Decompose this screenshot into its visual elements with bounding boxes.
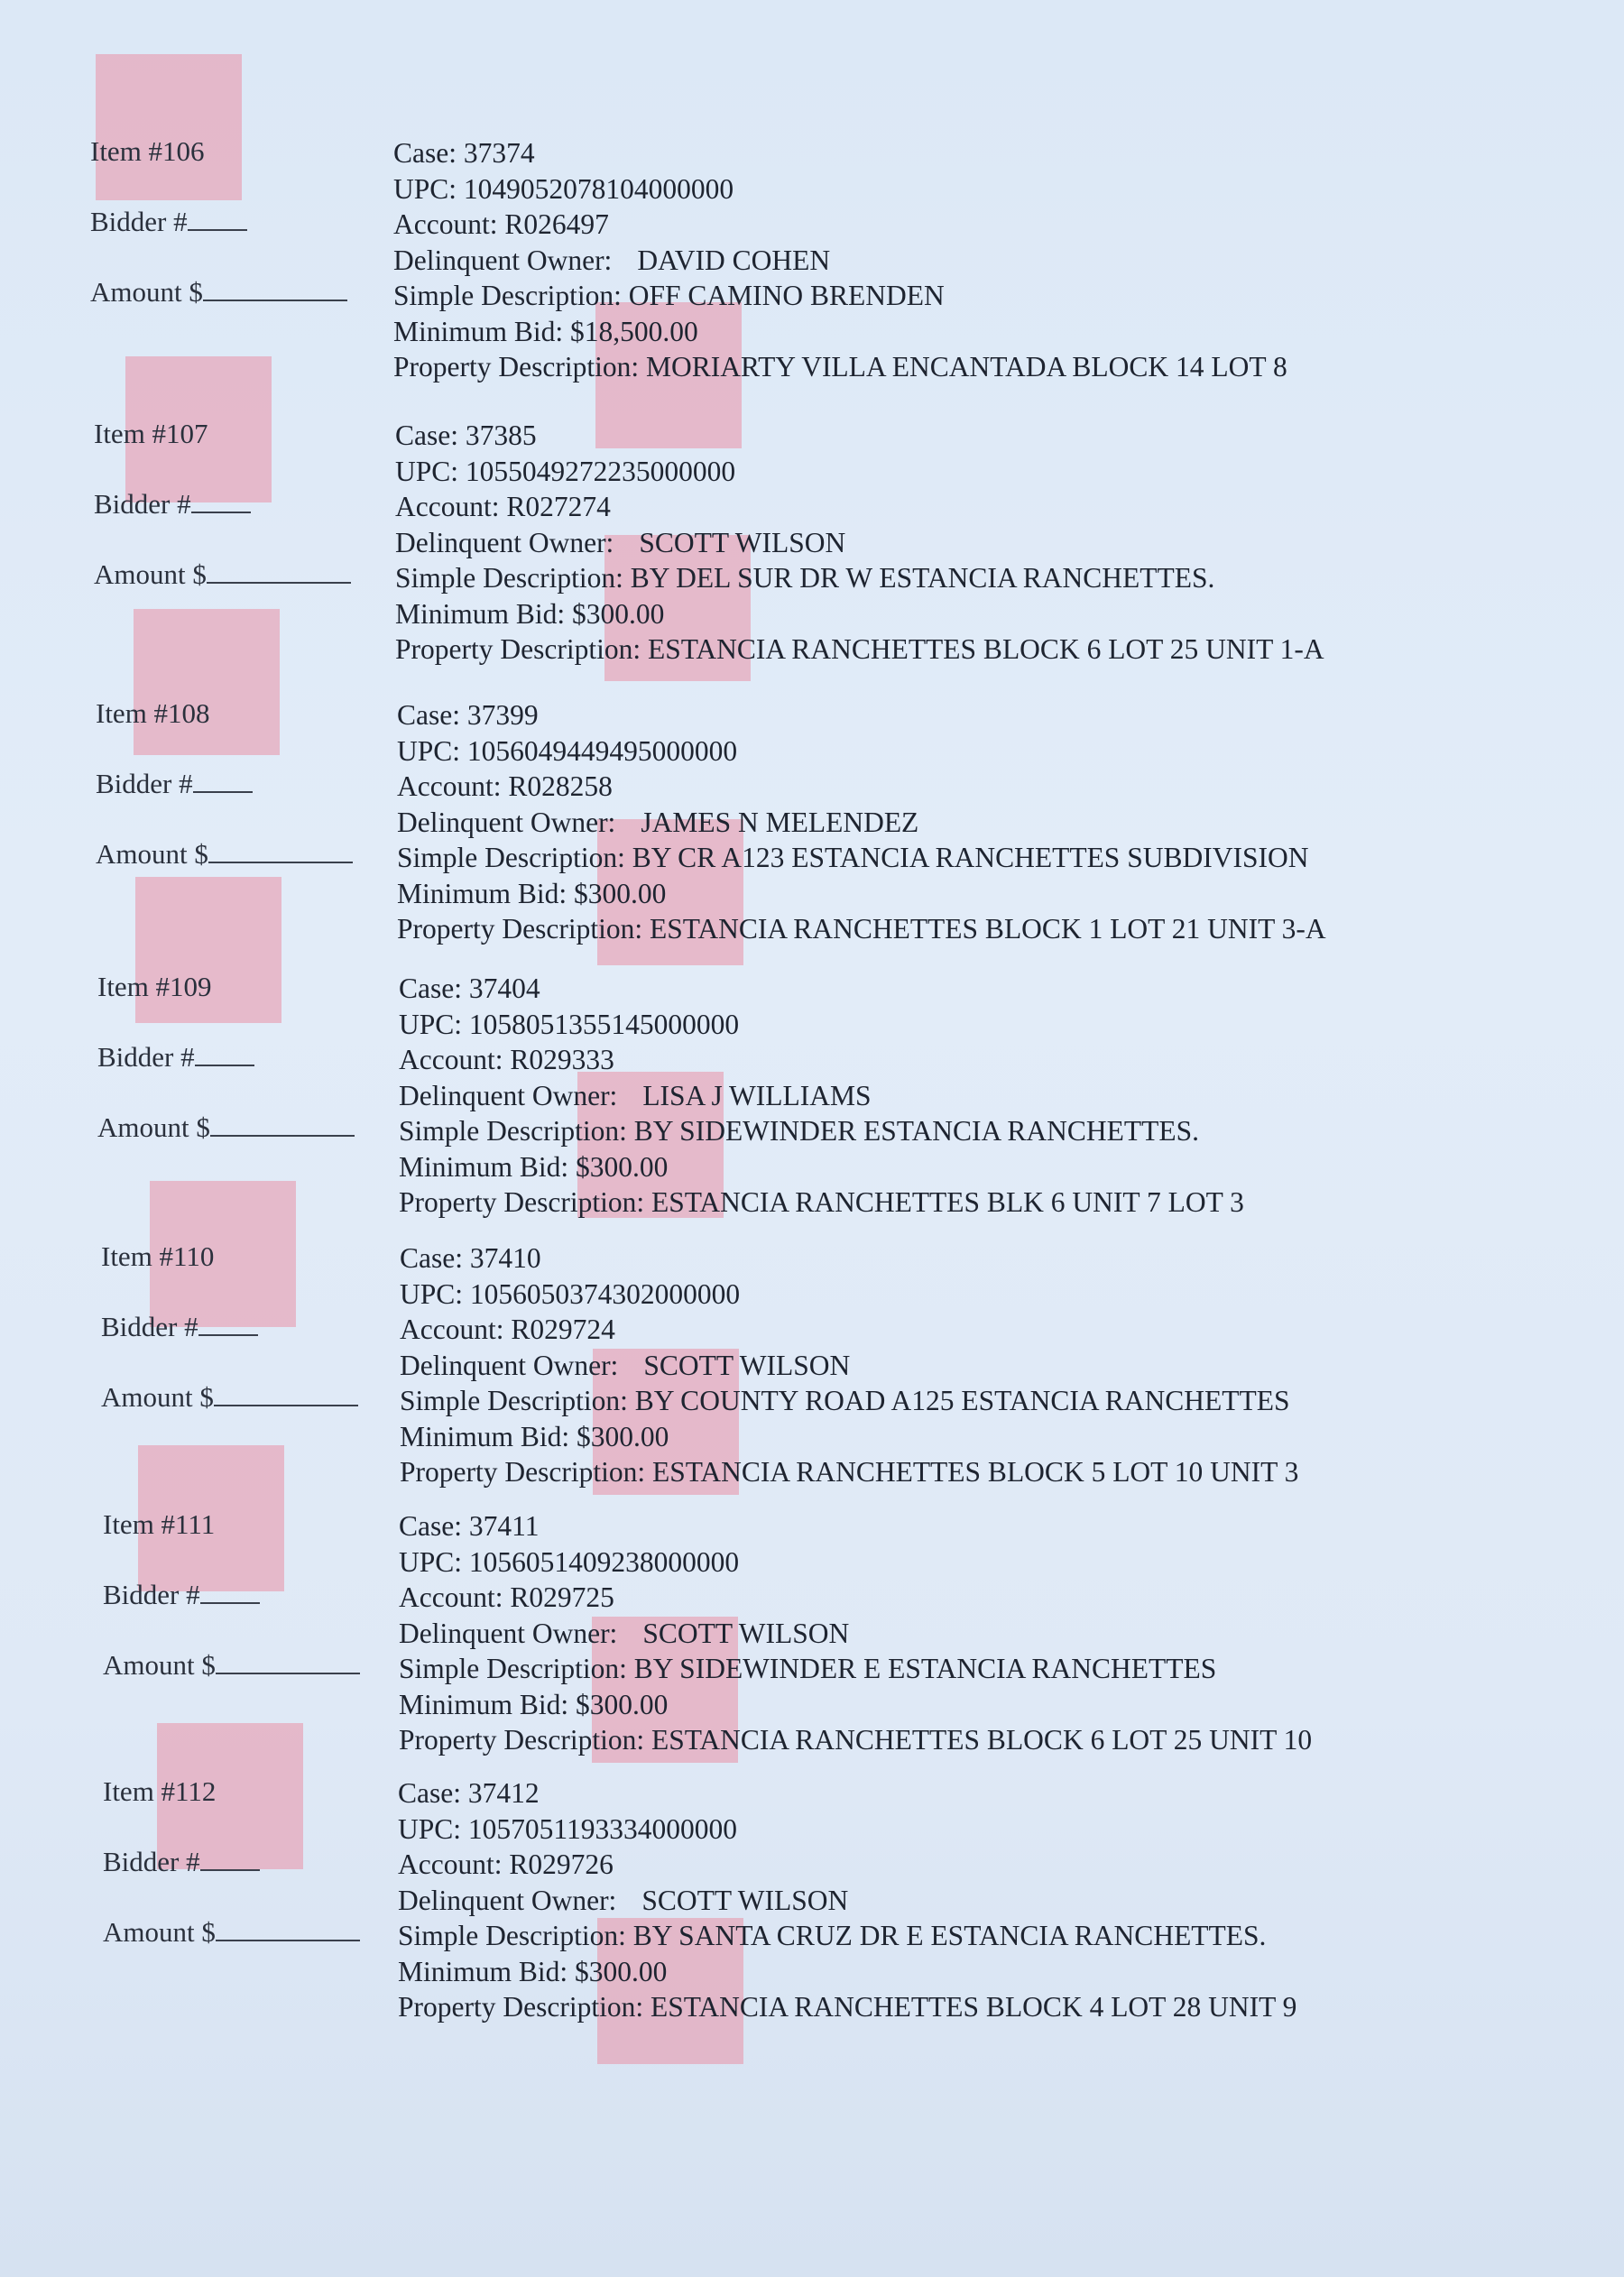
bidder-blank[interactable] — [191, 488, 251, 513]
item-number: Item #107 — [94, 418, 208, 449]
simple-description: Simple Description: BY CR A123 ESTANCIA RANCHETTES SUBDIVISION — [397, 842, 1309, 873]
bidder-label: Bidder # — [94, 488, 191, 520]
upc-number: UPC: 1058051355145000000 — [399, 1008, 740, 1040]
amount-blank[interactable] — [207, 558, 351, 584]
case-number: Case: 37411 — [399, 1510, 540, 1542]
amount-blank[interactable] — [216, 1916, 360, 1941]
property-description: Property Description: ESTANCIA RANCHETTES BLOCK 6 LOT 25 UNIT 10 — [399, 1724, 1313, 1756]
bidder-blank[interactable] — [188, 206, 247, 231]
case-number: Case: 37410 — [400, 1242, 541, 1274]
owner-name: SCOTT WILSON — [642, 1617, 850, 1649]
owner-label: Delinquent Owner: — [393, 244, 613, 276]
item-number: Item #111 — [103, 1508, 216, 1540]
minimum-bid: Minimum Bid: $300.00 — [397, 877, 667, 909]
bidder-label: Bidder # — [103, 1579, 200, 1610]
bidder-field[interactable] — [103, 1579, 260, 1611]
minimum-bid: Minimum Bid: $300.00 — [395, 597, 665, 630]
owner-name: SCOTT WILSON — [643, 1349, 851, 1381]
minimum-bid: Minimum Bid: $300.00 — [399, 1688, 669, 1720]
property-description: Property Description: ESTANCIA RANCHETTES BLOCK 1 LOT 21 UNIT 3-A — [397, 913, 1326, 945]
simple-description: Simple Description: BY SANTA CRUZ DR E ESTANCIA RANCHETTES. — [398, 1920, 1267, 1951]
account-number: Account: R028258 — [397, 770, 613, 802]
minimum-bid: Minimum Bid: $300.00 — [399, 1150, 669, 1183]
owner-label: Delinquent Owner: — [397, 806, 616, 838]
delinquent-owner — [399, 1078, 1572, 1114]
amount-field[interactable] — [90, 276, 347, 309]
upc-number: UPC: 1055049272235000000 — [395, 455, 736, 487]
account-number: Account: R029726 — [398, 1848, 614, 1880]
amount-label: Amount $ — [94, 558, 207, 590]
property-details — [398, 1775, 1571, 2025]
amount-label: Amount $ — [103, 1916, 216, 1948]
bidder-field[interactable] — [103, 1846, 260, 1878]
delinquent-owner — [400, 1348, 1573, 1384]
owner-name: JAMES N MELENDEZ — [641, 806, 919, 838]
property-details — [395, 418, 1568, 668]
upc-number: UPC: 1056050374302000000 — [400, 1277, 741, 1310]
case-number: Case: 37374 — [393, 137, 535, 169]
amount-field[interactable] — [94, 558, 351, 591]
bid-entry-column — [103, 1775, 410, 2046]
owner-label: Delinquent Owner: — [395, 526, 614, 558]
amount-label: Amount $ — [97, 1111, 210, 1143]
account-number: Account: R027274 — [395, 491, 611, 522]
amount-blank[interactable] — [216, 1649, 360, 1674]
minimum-bid: Minimum Bid: $18,500.00 — [393, 315, 698, 347]
simple-description: Simple Description: BY SIDEWINDER E ESTANCIA RANCHETTES — [399, 1653, 1217, 1684]
upc-number: UPC: 1049052078104000000 — [393, 172, 734, 205]
bidder-field[interactable] — [97, 1041, 254, 1074]
minimum-bid: Minimum Bid: $300.00 — [398, 1955, 668, 1987]
property-details — [399, 971, 1572, 1221]
amount-label: Amount $ — [101, 1381, 214, 1413]
case-number: Case: 37412 — [398, 1777, 540, 1809]
bidder-blank[interactable] — [200, 1846, 260, 1871]
simple-description: Simple Description: BY COUNTY ROAD A125 ESTANCIA RANCHETTES — [400, 1385, 1290, 1416]
amount-label: Amount $ — [103, 1649, 216, 1681]
property-description: Property Description: ESTANCIA RANCHETTES BLOCK 6 LOT 25 UNIT 1-A — [395, 633, 1324, 665]
item-number: Item #112 — [103, 1775, 217, 1807]
account-number: Account: R026497 — [393, 208, 609, 240]
bidder-field[interactable] — [94, 488, 251, 521]
owner-name: DAVID COHEN — [637, 244, 831, 276]
owner-name: SCOTT WILSON — [641, 1884, 849, 1916]
upc-number: UPC: 1056051409238000000 — [399, 1545, 740, 1578]
amount-blank[interactable] — [210, 1111, 355, 1137]
owner-label: Delinquent Owner: — [399, 1079, 618, 1111]
simple-description: Simple Description: BY DEL SUR DR W ESTANCIA RANCHETTES. — [395, 562, 1215, 594]
amount-blank[interactable] — [208, 838, 353, 863]
delinquent-owner — [393, 243, 1566, 279]
amount-field[interactable] — [96, 838, 353, 871]
bidder-label: Bidder # — [97, 1041, 195, 1073]
amount-field[interactable] — [103, 1649, 360, 1682]
property-description: Property Description: ESTANCIA RANCHETTES BLOCK 4 LOT 28 UNIT 9 — [398, 1991, 1297, 2023]
bidder-label: Bidder # — [103, 1846, 200, 1877]
amount-label: Amount $ — [90, 276, 203, 308]
property-details — [393, 135, 1566, 385]
simple-description: Simple Description: OFF CAMINO BRENDEN — [393, 280, 945, 311]
item-number: Item #109 — [97, 971, 212, 1002]
minimum-bid: Minimum Bid: $300.00 — [400, 1420, 669, 1452]
amount-field[interactable] — [103, 1916, 360, 1949]
account-number: Account: R029725 — [399, 1581, 614, 1613]
bidder-blank[interactable] — [195, 1041, 254, 1066]
owner-label: Delinquent Owner: — [399, 1617, 618, 1649]
delinquent-owner — [399, 1616, 1572, 1652]
property-details — [397, 697, 1570, 947]
bidder-blank[interactable] — [193, 768, 253, 793]
amount-blank[interactable] — [203, 276, 347, 301]
item-number: Item #106 — [90, 135, 205, 167]
amount-blank[interactable] — [214, 1381, 358, 1406]
delinquent-owner — [395, 525, 1568, 561]
delinquent-owner — [398, 1883, 1571, 1919]
case-number: Case: 37399 — [397, 699, 539, 731]
owner-label: Delinquent Owner: — [398, 1884, 617, 1916]
bidder-field[interactable] — [90, 206, 247, 238]
property-description: Property Description: ESTANCIA RANCHETTES BLK 6 UNIT 7 LOT 3 — [399, 1186, 1244, 1218]
property-description: Property Description: ESTANCIA RANCHETTES BLOCK 5 LOT 10 UNIT 3 — [400, 1456, 1299, 1488]
amount-field[interactable] — [97, 1111, 355, 1144]
bidder-label: Bidder # — [96, 768, 193, 799]
property-details — [400, 1240, 1573, 1490]
bidder-label: Bidder # — [90, 206, 188, 237]
bidder-label: Bidder # — [101, 1311, 198, 1342]
upc-number: UPC: 1056049449495000000 — [397, 734, 738, 767]
bidder-field[interactable] — [101, 1311, 258, 1343]
auction-item-112 — [0, 1775, 1624, 2046]
bidder-blank[interactable] — [200, 1579, 260, 1604]
owner-name: SCOTT WILSON — [639, 526, 846, 558]
amount-label: Amount $ — [96, 838, 208, 870]
owner-name: LISA J WILLIAMS — [642, 1079, 872, 1111]
case-number: Case: 37404 — [399, 973, 540, 1004]
account-number: Account: R029724 — [400, 1314, 615, 1345]
case-number: Case: 37385 — [395, 419, 537, 451]
amount-field[interactable] — [101, 1381, 358, 1414]
owner-label: Delinquent Owner: — [400, 1349, 619, 1381]
item-number: Item #108 — [96, 697, 210, 729]
bidder-field[interactable] — [96, 768, 253, 800]
delinquent-owner — [397, 805, 1570, 841]
simple-description: Simple Description: BY SIDEWINDER ESTANCIA RANCHETTES. — [399, 1115, 1200, 1147]
property-description: Property Description: MORIARTY VILLA ENCANTADA BLOCK 14 LOT 8 — [393, 351, 1287, 383]
property-details — [399, 1508, 1572, 1758]
bidder-blank[interactable] — [198, 1311, 258, 1336]
item-number: Item #110 — [101, 1240, 215, 1272]
account-number: Account: R029333 — [399, 1044, 614, 1075]
upc-number: UPC: 1057051193334000000 — [398, 1812, 737, 1845]
